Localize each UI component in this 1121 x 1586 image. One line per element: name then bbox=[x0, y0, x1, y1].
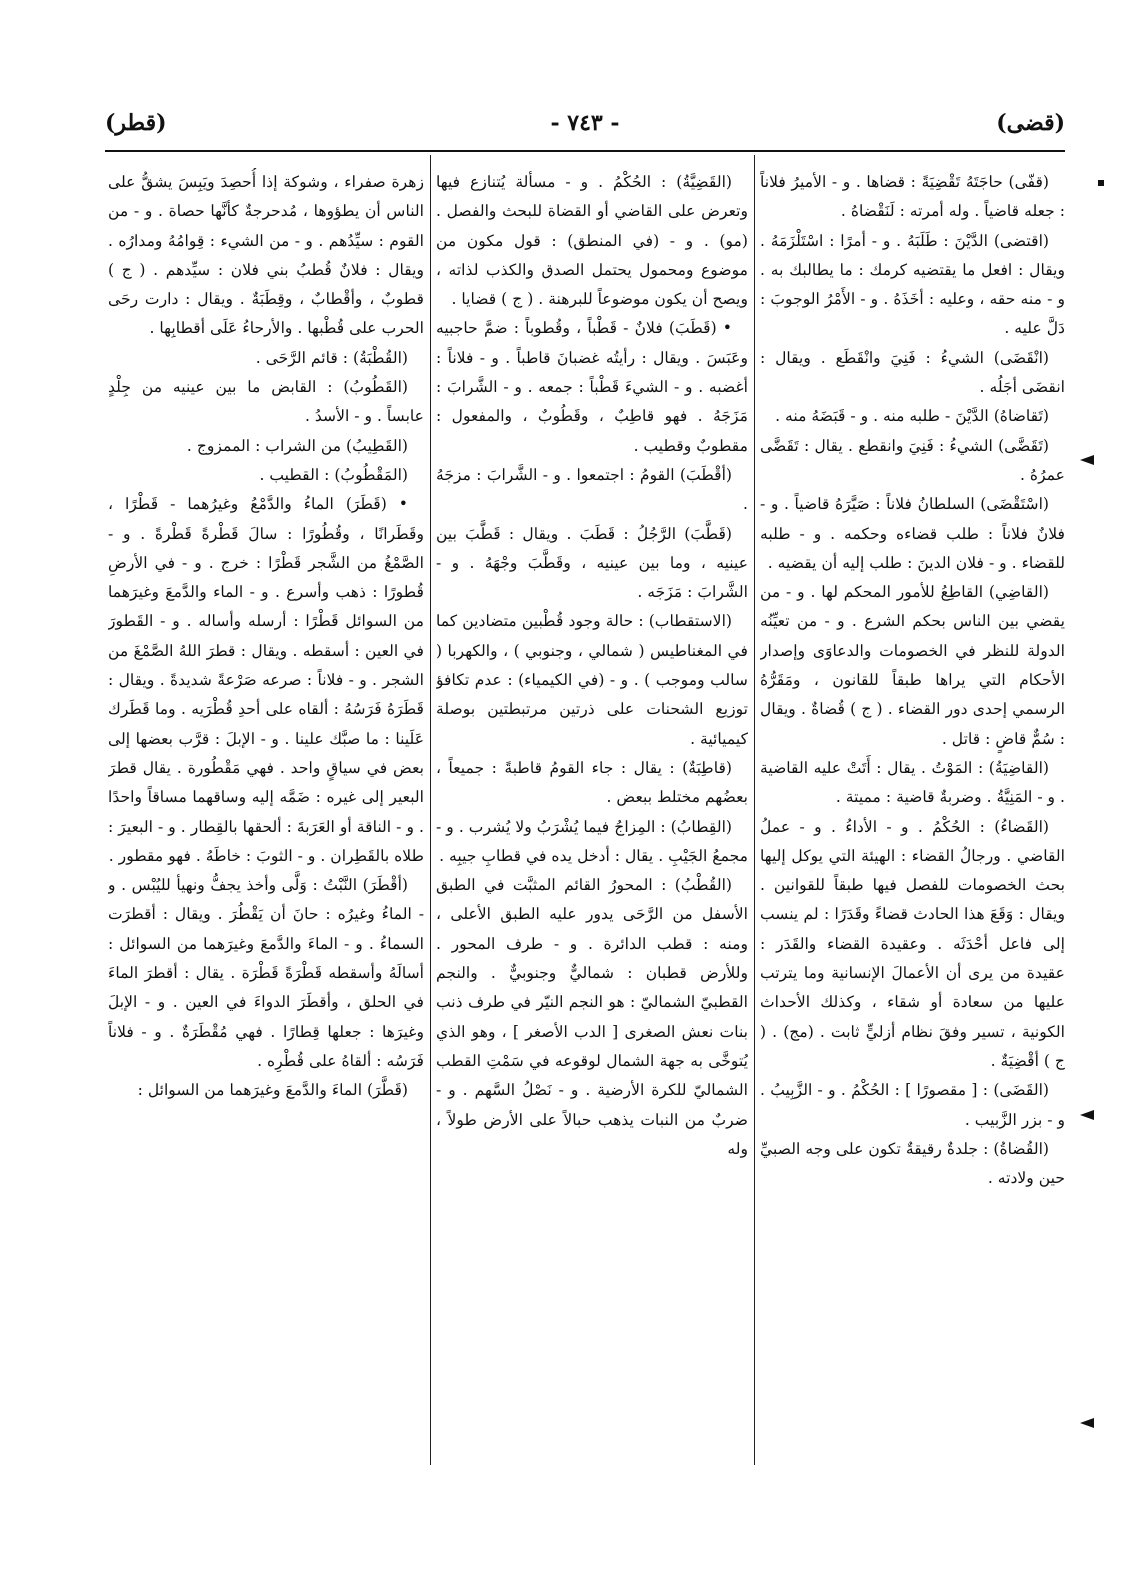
margin-arrow-mark bbox=[1080, 1110, 1094, 1120]
column-left bbox=[108, 168, 424, 1488]
entry: (قاطِبَةٌ) : يقال : جاء القومُ قاطبةً : جميعاً ، بعضُهم مختلط ببعض . bbox=[436, 758, 748, 807]
entry: (القَطُوبُ) : القابض ما بين عينيه من جِلْدٍ عابساً . و - الأسدُ . bbox=[108, 378, 424, 426]
entry: (الاستقطاب) : حالة وجود قُطْبين متضادين كما في المغناطيس ( شمالي ، وجنوبي ) ، والكهربا ( سالب وموجب ) . و - (في الكيمياء) : عدم تكافؤ توزيع الشحنات على ذرتين مرتبطتين بوصلة كيميائية . bbox=[436, 612, 748, 748]
right-guide-word: (قضى) bbox=[996, 110, 1065, 136]
left-guide-word: (قطر) bbox=[105, 110, 167, 136]
entry: (أقْطَبَ) القومُ : اجتمعوا . و - الشَّرابَ : مزجَهُ . bbox=[436, 465, 748, 514]
page-number: - ٧٤٣ - bbox=[550, 110, 620, 136]
entry: (اسْتَقْضَى) السلطانُ فلاناً : صَيَّرَهُ قاضياً . و - فلانٌ فلاناً : طلب قضاءه وحكمه . و - طلبه للقضاء . و - فلان الدينَ : طلب إليه أن يقضيه . bbox=[760, 495, 1065, 572]
entry: (قفّى) حاجَتَهُ تَقْضِيَةً : قضاها . و - الأميرُ فلاناً : جعله قاضياً . وله أمرته : لَنَقْضاهُ . bbox=[760, 173, 1065, 221]
entry: (اقتضى) الدَّيْنَ : طَلَبَهُ . و - أمرًا : اسْتَلْزَمَهُ . ويقال : افعل ما يقتضيه كرمك : ما يطالبك به . و - منه حقه ، وعليه : أخَذَهُ . و - الأَمْرُ الوجوبَ : دَلَّ عليه . bbox=[760, 231, 1065, 338]
entry: • (قَطَبَ) فلانٌ - قَطْباً ، وقُطوباً : ضمَّ حاجبيه وعَبَسَ . ويقال : رأيتُه غضبانَ قاطباً . و - فلاناً : أغضبه . و - الشيءَ قَطْباً : جمعه . و - الشَّرابَ : مَزَجَهُ . فهو قاطِبٌ ، وقَطُوبٌ ، والمفعول : مقطوبٌ وقطيب . bbox=[436, 319, 748, 455]
entry: (القَضاءُ) : الحُكْمُ . و - الأداءُ . و - عملُ القاضي . ورجالُ القضاء : الهيئة التي يوكل إليها بحث الخصومات للفصل فيها طبقاً للقوانين . ويقال : وَقَعَ هذا الحادث قضاءً وقَدَرًا : لم ينسب إلى فاعل أحْدَثَه . وعقيدة القضاء والقَدَر : عقيدة من يرى أن الأعمالَ الإنسانية وما يترتب عليها من سعادة أو شقاء ، وكذلك الأحداث الكونية ، تسير وفقَ نظام أزليٍّ ثابت . (مج) . ( ج ) أقْضِيَةٌ . bbox=[760, 817, 1065, 1070]
entry: • (قَطَرَ) الماءُ والدَّمْعُ وغيرُهما - قَطْرًا ، وقَطَرانًا ، وقُطُورًا : سالَ قَطْرةً قَطْرةً . و - الصَّمْغُ من الشَّجر قَطْرًا : خرج . و - في الأرضِ قُطورًا : ذهب وأسرع . و - الماء والدَّمعَ وغيرَهما من السوائل قَطْرًا : أرسله وأساله . و - القَطورَ في العين : أسقطه . ويقال : قطرَ اللهُ الصَّمْغَ من الشجر . و - فلاناً : صرعه صَرْعةً شديدةً . ويقال : قَطَرَهُ فَرَسُهُ : ألقاه على أحدِ قُطْرَيه . وما قَطَرك عَلَينا : ما صبَّك علينا . و - الإبلَ : قرَّب بعضها إلى بعض في سياقٍ واحد . فهي مَقْطُورة . يقال قطرَ البعير إلى غيره : ضَمَّه إليه وساقهما مساقاً واحدًا . و - الناقة أو العَرَبةَ : ألحقها بالقِطار . و - البعيرَ : طلاه بالقَطِران . و - الثوبَ : خاطَهُ . فهو مقطور . bbox=[108, 495, 424, 865]
column-middle bbox=[436, 168, 748, 1488]
entry: (القاضِيَةُ) : المَوْتُ . يقال : أَتَتْ عليه القاضية . و - المَنِيَّةُ . وضربةٌ قاضية : مميتة . bbox=[760, 758, 1065, 807]
entry: (قَطَّرَ) الماءَ والدَّمعَ وغيرَهما من السوائل : bbox=[137, 1081, 408, 1100]
entry: (القاضِي) القاطِعُ للأمور المحكم لها . و - من يقضي بين الناس بحكم الشرع . و - من تعيِّنُه الدولة للنظر في الخصومات والدعاوَى وإصدار الأحكام التي يراها طبقاً للقانون ، ومَقَرُّهُ الرسمي إحدى دور القضاء . ( ج ) قُضاةٌ . ويقال : سُمٌّ قاضٍ : قاتل . bbox=[760, 583, 1065, 748]
header-rule bbox=[105, 150, 1065, 152]
entry: (القُطْبَةُ) : قائم الرَّحَى . bbox=[255, 348, 408, 367]
margin-mark bbox=[1098, 180, 1104, 186]
entry: (أقْطَرَ) النَّبْتُ : وَلَّى وأخذ يجفُّ ونهيأ لليُبْس . و - الماءُ وغيرُه : حانَ أن يَقْطُرَ . ويقال : أقطرَت السماءُ . و - الماءَ والدَّمعَ وغيرَهما من السوائل : أسالَهُ وأسقطه قَطْرَةً قَطْرَة . يقال : أقطرَ الماءَ في الحلق ، وأقطَرَ الدواءَ في العين . و - الإبلَ وغيرَها : جعلها قِطارًا . فهي مُقْطَرَةٌ . و - فلاناً فَرَسُه : ألقاهُ على قُطْرِه . bbox=[108, 876, 424, 1070]
entry: (تَقَضَّى) الشيءُ : فَنِيَ وانقطع . يقال : تَقَضَّى عمرُهُ . bbox=[760, 436, 1065, 484]
margin-arrow-mark bbox=[1080, 1418, 1094, 1428]
entry: (تَقاضاهُ) الدَّيْنَ - طلبه منه . و - قَبَضَهُ منه . bbox=[775, 407, 1049, 426]
entry: (قَطَّبَ) الرَّجُلُ : قَطَبَ . ويقال : قَطَّبَ بين عينيه ، وما بين عينيه ، وقَطَّبَ وجْهَهُ . و - الشَّرابَ : مَزَجَه . bbox=[436, 524, 748, 602]
page-header bbox=[105, 110, 1065, 150]
entry: (القَطِيبُ) من الشراب : الممزوج . bbox=[186, 436, 408, 455]
column-divider-right bbox=[754, 155, 755, 1465]
entry: زهرة صفراء ، وشوكة إذا أُحصِدَ ويَبِسَ يشقُّ على الناس أن يطؤوها ، مُدحرجةٌ كأنَّها حصاة . و - من القوم : سيِّدُهم . و - من الشيء : قِوامُهُ ومدارُه . ويقال : فلانٌ قُطبُ بني فلان : سيِّدهم . ( ج ) قطوبٌ ، وأقْطابٌ ، وقِطَبَةٌ . ويقال : دارت رحَى الحرب على قُطْبها . والأرحاءُ عَلَى أقطابِها . bbox=[108, 173, 424, 338]
margin-arrow-mark bbox=[1080, 455, 1094, 465]
entry: (انْقَضَى) الشيءُ : فَنِيَ وانْقَطَع . ويقال : انقضَى أجَلُه . bbox=[760, 348, 1065, 397]
column-divider-left bbox=[430, 155, 431, 1465]
entry: (القُضاةُ) : جلدةٌ رقيقةٌ تكون على وجه الصبيِّ حين ولادته . bbox=[760, 1139, 1065, 1188]
entry: (القُطْبُ) : المحورُ القائم المثبَّت في الطبق الأسفل من الرَّحَى يدور عليه الطبق الأعلى ، ومنه : قطب الدائرة . و - طرف المحور . وللأرض قطبان : شماليٌّ وجنوبيٌّ . والنجم القطبيّ الشماليّ : هو النجم النيّر في طرف ذنب بنات نعش الصغرى [ الدب الأصغر ] ، وهو الذي يُتوخَّى به جهة الشمال لوقوعه في سَمْتِ القطب الشماليّ للكرة الأرضية . و - نَصْلُ السَّهم . و - ضربٌ من النبات يذهب حبالاً على الأرض طولاً ، وله bbox=[436, 876, 748, 1158]
entry: (المَقْطُوبُ) : القطيب . bbox=[259, 465, 408, 484]
entry: (القِطابُ) : المِزاجُ فيما يُشْرَبُ ولا يُشرب . و - مجمعُ الجَيْبِ . يقال : أدخل يده في قطابِ جيبِه . bbox=[436, 817, 748, 865]
entry: (القَضِيَّةُ) : الحُكْمُ . و - مسألة يُتنازع فيها وتعرض على القاضي أو القضاة للبحث والفصل . (مو) . و - (في المنطق) : قول مكون من موضوع ومحمول يحتمل الصدق والكذب لذاته ، ويصح أن يكون موضوعاً للبرهنة . ( ج ) قضايا . bbox=[436, 173, 748, 309]
column-right bbox=[760, 168, 1065, 1488]
entry: (القَضَى) : [ مقصورًا ] : الحُكْمُ . و - الزَّبِيبُ . و - بزر الزَّبيب . bbox=[760, 1081, 1065, 1129]
